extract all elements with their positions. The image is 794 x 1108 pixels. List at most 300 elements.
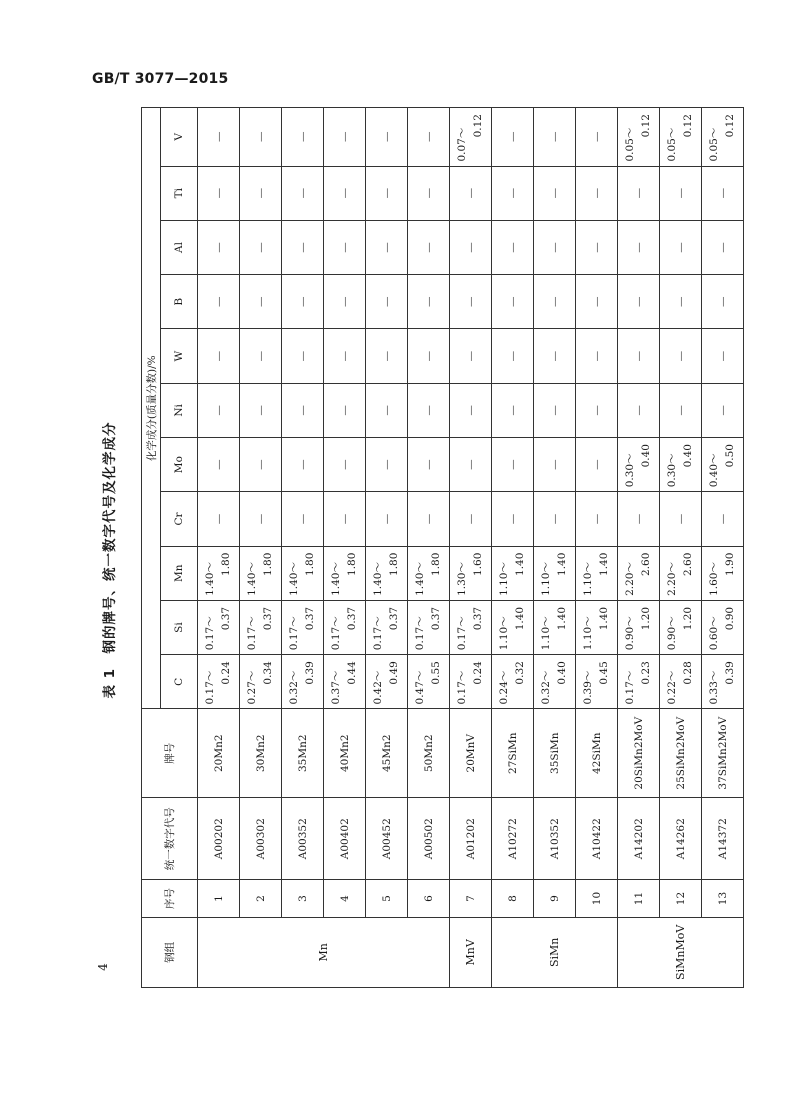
cell-grade: 45Mn2	[366, 709, 408, 797]
cell-b: —	[324, 275, 366, 329]
cell-v: —	[198, 108, 240, 167]
cell-al: —	[534, 220, 576, 274]
range-value	[623, 601, 653, 654]
range-value	[623, 438, 653, 491]
cell-w: —	[450, 329, 492, 383]
range-max: 0.40	[555, 661, 568, 685]
range-value	[497, 547, 527, 600]
cell-mo	[618, 438, 660, 492]
range-value	[455, 547, 485, 600]
range-value	[665, 655, 695, 708]
table-row	[576, 108, 618, 988]
cell-w: —	[618, 329, 660, 383]
range-value	[539, 601, 569, 654]
range-value	[329, 601, 359, 654]
cell-al: —	[660, 220, 702, 274]
range-value	[665, 438, 695, 491]
cell-ti: —	[408, 166, 450, 220]
cell-seq: 6	[408, 880, 450, 917]
cell-grade: 50Mn2	[408, 709, 450, 797]
cell-ni: —	[660, 383, 702, 437]
cell-b: —	[492, 275, 534, 329]
table-row	[618, 108, 660, 988]
range-min: 0.27～	[246, 670, 259, 705]
cell-c	[324, 655, 366, 709]
cell-mo: —	[534, 438, 576, 492]
range-min: 1.40～	[414, 562, 427, 596]
cell-mn	[198, 546, 240, 600]
range-min: 1.40～	[288, 562, 301, 596]
cell-cr: —	[534, 492, 576, 546]
range-max: 1.80	[345, 552, 358, 576]
cell-code: A00502	[408, 797, 450, 879]
cell-cr: —	[240, 492, 282, 546]
range-value	[707, 601, 737, 654]
cell-v: —	[324, 108, 366, 167]
col-header-b: B	[161, 275, 198, 329]
range-min: 0.17～	[330, 616, 343, 651]
cell-code: A00352	[282, 797, 324, 879]
range-min: 0.32～	[540, 670, 553, 705]
range-value	[203, 601, 233, 654]
cell-mn	[702, 546, 744, 600]
range-min: 0.90～	[624, 616, 637, 651]
range-min: 1.10～	[498, 616, 511, 651]
cell-ni: —	[366, 383, 408, 437]
cell-mo	[702, 438, 744, 492]
cell-seq: 5	[366, 880, 408, 917]
range-max: 0.45	[597, 661, 610, 685]
range-max: 0.44	[345, 661, 358, 685]
range-min: 0.90～	[666, 616, 679, 651]
range-value	[371, 655, 401, 708]
cell-si	[576, 600, 618, 654]
range-value	[707, 547, 737, 600]
range-min: 0.39～	[582, 670, 595, 705]
cell-code: A10352	[534, 797, 576, 879]
range-value	[455, 601, 485, 654]
cell-code: A00202	[198, 797, 240, 879]
cell-v	[702, 108, 744, 167]
range-min: 0.17～	[456, 670, 469, 705]
cell-al: —	[450, 220, 492, 274]
range-value	[497, 601, 527, 654]
cell-al: —	[408, 220, 450, 274]
cell-al: —	[282, 220, 324, 274]
cell-si	[450, 600, 492, 654]
range-value	[203, 655, 233, 708]
cell-cr: —	[324, 492, 366, 546]
cell-ti: —	[450, 166, 492, 220]
range-max: 1.80	[303, 552, 316, 576]
range-min: 1.10～	[540, 562, 553, 596]
cell-grade: 20SiMn2MoV	[618, 709, 660, 797]
header-row-1	[142, 108, 161, 988]
range-max: 1.20	[639, 606, 652, 631]
cell-c	[282, 655, 324, 709]
range-max: 0.37	[219, 606, 232, 631]
range-value	[287, 547, 317, 600]
range-max: 0.39	[723, 661, 736, 685]
col-header-composition: 化学成分(质量分数)/%	[142, 108, 161, 709]
range-max: 1.20	[681, 606, 694, 631]
cell-ti: —	[240, 166, 282, 220]
cell-al: —	[492, 220, 534, 274]
cell-ni: —	[240, 383, 282, 437]
cell-mn	[534, 546, 576, 600]
cell-seq: 4	[324, 880, 366, 917]
cell-code: A14372	[702, 797, 744, 879]
cell-code: A14262	[660, 797, 702, 879]
cell-si	[324, 600, 366, 654]
range-max: 0.37	[429, 606, 442, 631]
col-header-mo: Mo	[161, 438, 198, 492]
cell-seq: 7	[450, 880, 492, 917]
range-max: 1.80	[261, 552, 274, 576]
col-header-c: C	[161, 655, 198, 709]
cell-code: A10422	[576, 797, 618, 879]
cell-b: —	[576, 275, 618, 329]
cell-ni: —	[282, 383, 324, 437]
cell-v: —	[492, 108, 534, 167]
range-min: 0.33～	[708, 670, 721, 705]
cell-al: —	[324, 220, 366, 274]
cell-mo: —	[366, 438, 408, 492]
rotated-table-frame	[141, 107, 736, 988]
cell-c	[450, 655, 492, 709]
range-value	[455, 655, 485, 708]
cell-w: —	[198, 329, 240, 383]
cell-c	[198, 655, 240, 709]
cell-mn	[366, 546, 408, 600]
cell-v: —	[576, 108, 618, 167]
cell-code: A00302	[240, 797, 282, 879]
table-row	[198, 108, 240, 988]
cell-mo: —	[198, 438, 240, 492]
range-value	[287, 601, 317, 654]
range-value	[287, 655, 317, 708]
chemical-composition-table	[141, 107, 744, 988]
table-row	[366, 108, 408, 988]
cell-al: —	[366, 220, 408, 274]
cell-al: —	[240, 220, 282, 274]
cell-grade: 42SiMn	[576, 709, 618, 797]
range-max: 2.60	[639, 552, 652, 576]
rotated-table-body	[141, 107, 736, 988]
range-value	[203, 547, 233, 600]
cell-mo: —	[576, 438, 618, 492]
cell-al: —	[576, 220, 618, 274]
col-header-seq: 序号	[142, 880, 198, 917]
cell-w: —	[534, 329, 576, 383]
cell-si	[408, 600, 450, 654]
range-value	[497, 655, 527, 708]
col-header-w: W	[161, 329, 198, 383]
range-value	[413, 655, 443, 708]
cell-si	[492, 600, 534, 654]
cell-mn	[492, 546, 534, 600]
range-min: 0.05～	[666, 127, 679, 162]
cell-c	[240, 655, 282, 709]
range-max: 0.34	[261, 661, 274, 685]
standard-code: GB/T 3077—2015	[92, 71, 229, 87]
col-header-ni: Ni	[161, 383, 198, 437]
cell-ni: —	[576, 383, 618, 437]
cell-si	[240, 600, 282, 654]
range-max: 0.50	[723, 444, 736, 468]
range-min: 1.30～	[456, 562, 469, 596]
cell-si	[702, 600, 744, 654]
range-min: 0.17～	[288, 616, 301, 651]
cell-mo	[660, 438, 702, 492]
cell-cr: —	[408, 492, 450, 546]
table-row	[408, 108, 450, 988]
cell-c	[618, 655, 660, 709]
range-min: 0.17～	[624, 670, 637, 705]
table-row	[282, 108, 324, 988]
cell-mo: —	[324, 438, 366, 492]
cell-al: —	[198, 220, 240, 274]
cell-mn	[660, 546, 702, 600]
range-min: 1.10～	[582, 616, 595, 651]
cell-si	[660, 600, 702, 654]
col-header-group: 钢组	[142, 917, 198, 987]
table-body	[198, 108, 744, 988]
cell-mn	[450, 546, 492, 600]
col-header-grade: 牌号	[142, 709, 198, 797]
range-min: 0.30～	[624, 453, 637, 488]
cell-ti: —	[198, 166, 240, 220]
cell-mo: —	[408, 438, 450, 492]
cell-seq: 11	[618, 880, 660, 917]
range-max: 0.12	[681, 114, 694, 138]
range-value	[329, 547, 359, 600]
cell-code: A14202	[618, 797, 660, 879]
cell-code: A01202	[450, 797, 492, 879]
cell-mn	[618, 546, 660, 600]
cell-grade: 35SiMn	[534, 709, 576, 797]
cell-w: —	[366, 329, 408, 383]
cell-b: —	[282, 275, 324, 329]
cell-c	[408, 655, 450, 709]
cell-v: —	[408, 108, 450, 167]
range-min: 0.37～	[330, 670, 343, 705]
range-max: 1.40	[597, 606, 610, 631]
range-min: 0.17～	[456, 616, 469, 651]
cell-w: —	[408, 329, 450, 383]
range-min: 2.20～	[666, 562, 679, 596]
range-max: 0.37	[261, 606, 274, 631]
range-value	[623, 547, 653, 600]
range-value	[623, 655, 653, 708]
range-min: 2.20～	[624, 562, 637, 596]
cell-v: —	[282, 108, 324, 167]
cell-c	[492, 655, 534, 709]
range-value	[413, 601, 443, 654]
range-value	[539, 547, 569, 600]
cell-ti: —	[618, 166, 660, 220]
cell-ti: —	[576, 166, 618, 220]
cell-w: —	[702, 329, 744, 383]
range-max: 1.40	[555, 552, 568, 576]
range-value	[245, 547, 275, 600]
cell-mn	[408, 546, 450, 600]
cell-grade: 40Mn2	[324, 709, 366, 797]
range-max: 0.24	[219, 661, 232, 685]
range-max: 1.40	[555, 606, 568, 631]
range-max: 1.80	[387, 552, 400, 576]
col-header-ti: Ti	[161, 166, 198, 220]
cell-mo: —	[492, 438, 534, 492]
cell-si	[282, 600, 324, 654]
table-caption: 表 1 钢的牌号、统一数字代号及化学成分	[102, 421, 118, 699]
range-min: 0.17～	[204, 670, 217, 705]
range-min: 1.10～	[498, 562, 511, 596]
cell-grade: 27SiMn	[492, 709, 534, 797]
cell-mo: —	[282, 438, 324, 492]
cell-v	[618, 108, 660, 167]
range-max: 0.55	[429, 661, 442, 685]
cell-seq: 1	[198, 880, 240, 917]
range-value	[581, 547, 611, 600]
range-value	[413, 547, 443, 600]
range-value	[707, 438, 737, 491]
cell-steel-group: SiMnMoV	[618, 917, 744, 987]
cell-v: —	[240, 108, 282, 167]
cell-w: —	[282, 329, 324, 383]
col-header-code: 统一数字代号	[142, 797, 198, 879]
range-min: 0.60～	[708, 616, 721, 651]
range-max: 0.90	[723, 606, 736, 631]
range-max: 0.39	[303, 661, 316, 685]
range-max: 1.80	[219, 552, 232, 576]
range-min: 0.05～	[708, 127, 721, 162]
cell-v: —	[534, 108, 576, 167]
cell-ti: —	[492, 166, 534, 220]
range-max: 1.80	[429, 552, 442, 576]
cell-ni: —	[618, 383, 660, 437]
cell-grade: 20Mn2	[198, 709, 240, 797]
range-max: 0.37	[471, 606, 484, 631]
cell-ni: —	[702, 383, 744, 437]
col-header-si: Si	[161, 600, 198, 654]
cell-ti: —	[324, 166, 366, 220]
col-header-al: Al	[161, 220, 198, 274]
cell-seq: 9	[534, 880, 576, 917]
cell-si	[198, 600, 240, 654]
cell-mn	[324, 546, 366, 600]
cell-grade: 20MnV	[450, 709, 492, 797]
cell-cr: —	[282, 492, 324, 546]
cell-code: A00402	[324, 797, 366, 879]
cell-w: —	[240, 329, 282, 383]
table-row	[660, 108, 702, 988]
cell-code: A10272	[492, 797, 534, 879]
cell-cr: —	[450, 492, 492, 546]
cell-seq: 8	[492, 880, 534, 917]
range-min: 0.17～	[204, 616, 217, 651]
cell-ni: —	[408, 383, 450, 437]
range-value	[665, 547, 695, 600]
table-head	[142, 108, 198, 988]
cell-ni: —	[198, 383, 240, 437]
cell-si	[534, 600, 576, 654]
page-number: 4	[95, 963, 110, 971]
range-min: 0.17～	[414, 616, 427, 651]
cell-seq: 13	[702, 880, 744, 917]
col-header-cr: Cr	[161, 492, 198, 546]
range-min: 0.07～	[456, 127, 469, 162]
cell-grade: 35Mn2	[282, 709, 324, 797]
range-max: 0.12	[723, 114, 736, 138]
cell-grade: 37SiMn2MoV	[702, 709, 744, 797]
range-max: 1.60	[471, 552, 484, 576]
table-row	[702, 108, 744, 988]
cell-grade: 25SiMn2MoV	[660, 709, 702, 797]
cell-al: —	[618, 220, 660, 274]
cell-steel-group: SiMn	[492, 917, 618, 987]
cell-mn	[240, 546, 282, 600]
cell-seq: 3	[282, 880, 324, 917]
cell-code: A00452	[366, 797, 408, 879]
cell-ni: —	[450, 383, 492, 437]
cell-ni: —	[324, 383, 366, 437]
range-value	[665, 108, 695, 166]
cell-mn	[576, 546, 618, 600]
cell-v: —	[366, 108, 408, 167]
cell-steel-group: Mn	[198, 917, 450, 987]
cell-seq: 2	[240, 880, 282, 917]
range-min: 1.40～	[204, 562, 217, 596]
cell-ti: —	[366, 166, 408, 220]
col-header-mn: Mn	[161, 546, 198, 600]
range-value	[371, 601, 401, 654]
cell-ni: —	[492, 383, 534, 437]
range-max: 0.23	[639, 661, 652, 685]
range-value	[371, 547, 401, 600]
table-row	[450, 108, 492, 988]
range-min: 0.40～	[708, 453, 721, 488]
range-min: 0.05～	[624, 127, 637, 162]
range-min: 0.22～	[666, 670, 679, 705]
cell-c	[660, 655, 702, 709]
range-max: 0.40	[639, 444, 652, 468]
cell-b: —	[366, 275, 408, 329]
cell-cr: —	[702, 492, 744, 546]
cell-cr: —	[198, 492, 240, 546]
cell-b: —	[618, 275, 660, 329]
cell-c	[534, 655, 576, 709]
table-row	[534, 108, 576, 988]
range-value	[707, 655, 737, 708]
range-max: 1.40	[513, 552, 526, 576]
range-value	[539, 655, 569, 708]
range-min: 1.40～	[246, 562, 259, 596]
range-min: 0.30～	[666, 453, 679, 488]
range-value	[623, 108, 653, 166]
range-max: 0.12	[639, 114, 652, 138]
cell-seq: 10	[576, 880, 618, 917]
range-value	[455, 108, 485, 166]
cell-c	[702, 655, 744, 709]
range-value	[245, 601, 275, 654]
cell-ti: —	[660, 166, 702, 220]
cell-cr: —	[576, 492, 618, 546]
table-row	[492, 108, 534, 988]
cell-cr: —	[492, 492, 534, 546]
range-min: 0.42～	[372, 670, 385, 705]
table-row	[324, 108, 366, 988]
